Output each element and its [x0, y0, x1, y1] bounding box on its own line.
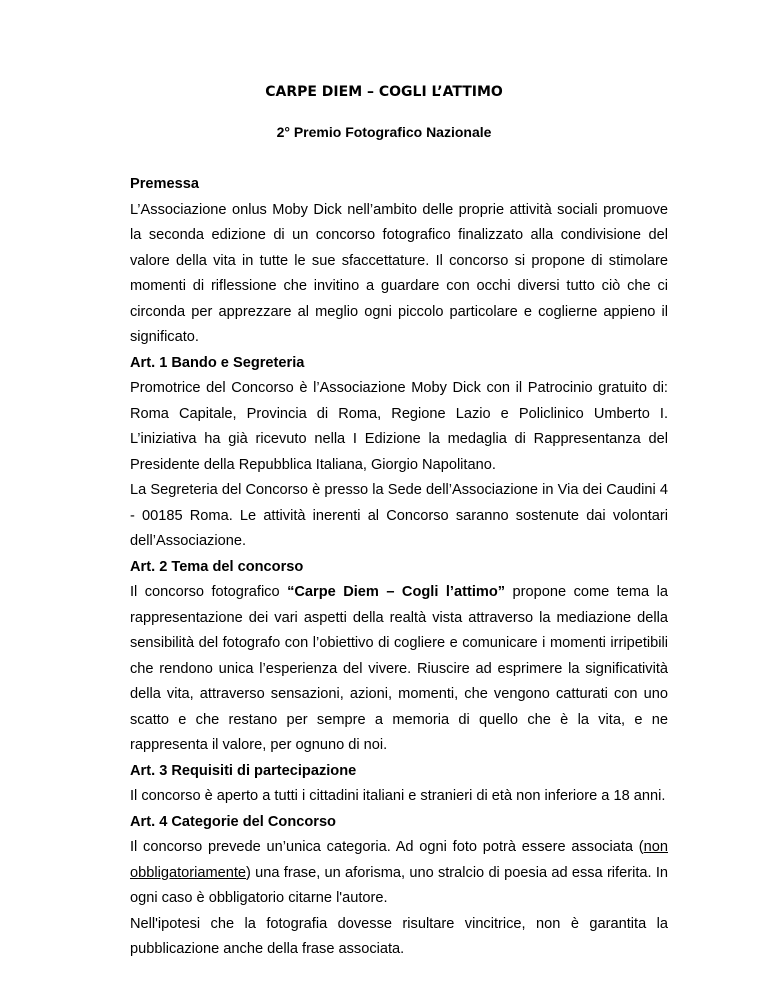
art2-contest-name: “Carpe Diem – Cogli l’attimo”: [287, 584, 506, 600]
heading-art1: Art. 1 Bando e Segreteria: [130, 354, 305, 371]
art4-text-pre: Il concorso prevede un’unica categoria. Ad ogni foto potrà essere associata (: [130, 839, 644, 855]
heading-premessa: Premessa: [130, 176, 199, 192]
heading-art2: Art. 2 Tema del concorso: [130, 558, 304, 575]
document-body: [130, 172, 668, 963]
paragraph-art3: Il concorso è aperto a tutti i cittadini italiani e stranieri di età non inferiore a 18 anni.: [130, 788, 666, 804]
document-subtitle: 2° Premio Fotografico Nazionale: [276, 124, 492, 140]
paragraph-art4-1: [130, 835, 668, 912]
art2-text-post: propone come tema la rappresentazione dei vari aspetti della realtà vista attraverso la mediazione della sensibilità del fotografo con l’obiettivo di cogliere e comunicare i momenti irripetibili che rendono unica l’esperienza del vivere. Riuscire ad esprimere la significatività della vita, attraverso sensazioni, azioni, momenti, che vengono catturati con uno scatto e che restano per sempre a memoria di quello che è la vita, e ne rappresenta il valore, per ognuno di noi.: [130, 584, 668, 753]
heading-art3: Art. 3 Requisiti di partecipazione: [130, 762, 357, 779]
art2-text-pre: Il concorso fotografico: [130, 584, 288, 600]
paragraph-art1-2: La Segreteria del Concorso è presso la Sede dell’Associazione in Via dei Caudini 4 - 00185 Roma. Le attività inerenti al Concorso saranno sostenute dai volontari dell’Associazione.: [130, 482, 668, 549]
paragraph-art1-1: Promotrice del Concorso è l’Associazione Moby Dick con il Patrocinio gratuito di: Roma Capitale, Provincia di Roma, Regione Lazio e Policlinico Umberto I. L’iniziativa ha già ricevuto nella I Edizione la medaglia di Rappresentanza del Presidente della Repubblica Italiana, Giorgio Napolitano.: [130, 380, 668, 473]
document-title: CARPE DIEM – COGLI L’ATTIMO: [265, 84, 503, 100]
heading-art4: Art. 4 Categorie del Concorso: [130, 813, 336, 830]
paragraph-art4-2: Nell'ipotesi che la fotografia dovesse risultare vincitrice, non è garantita la pubblicazione anche della frase associata.: [130, 915, 668, 957]
paragraph-art2: [130, 580, 668, 759]
paragraph-premessa: L’Associazione onlus Moby Dick nell’ambito delle proprie attività sociali promuove la seconda edizione di un concorso fotografico finalizzato alla condivisione del valore della vita in tutte le sue sfaccettature. Il concorso si propone di stimolare momenti di riflessione che invitino a guardare con occhi diversi tutto ciò che ci circonda per apprezzare al meglio ogni piccolo particolare e coglierne appieno il significato.: [130, 201, 668, 345]
art4-underlined-text: non obbligatoriamente: [130, 839, 668, 881]
art4-text-post: ) una frase, un aforisma, uno stralcio di poesia ad essa riferita. In ogni caso è obbligatorio citarne l'autore.: [130, 864, 668, 906]
